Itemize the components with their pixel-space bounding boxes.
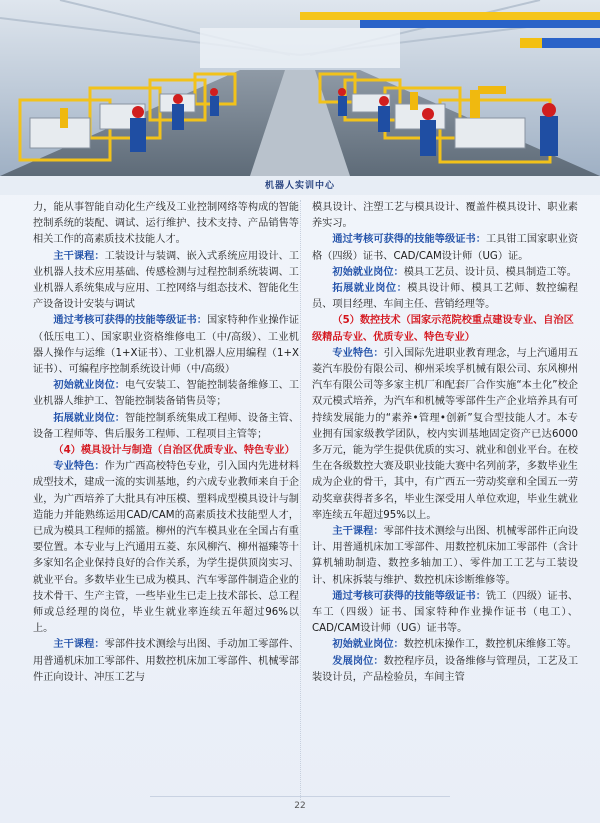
paragraph-initial-jobs-right-2 — [312, 637, 578, 653]
text-certificates-right-2: 铣工（四级）证书、车工（四级）证书、国家特种作业操作证书（电工）、CAD/CAM设计师（UG）证书等。 — [312, 590, 579, 635]
paragraph-certificates — [33, 313, 299, 378]
paragraph-continued-right: 模具设计、注塑工艺与模具设计、覆盖件模具设计、职业素养实习。 — [312, 202, 578, 230]
text-certificates: 国家特种作业操作证（低压电工）、国家职业资格维修电工（中/高级）、工业机器人操作与运维（1+X证书）、工业机器人应用编程（1+X证书）、可编程序控制系统设计师（中/高级） — [33, 315, 300, 376]
paragraph-extended-jobs — [33, 411, 299, 443]
section-title-mold-design: （4）模具设计与制造（自治区优质专业、特色专业） — [53, 445, 295, 457]
section-title-cnc: （5）数控技术（国家示范院校重点建设专业、自治区级精品专业、优质专业、特色专业） — [312, 315, 574, 343]
text-extended-jobs: 智能控制系统集成工程师、设备主管、设备工程师等、售后服务工程师、工程项目主管等； — [33, 412, 300, 440]
decorative-blue-block — [542, 38, 600, 48]
text-initial-jobs: 电气安装工、智能控制装备维修工、工业机器人维护工、智能控制装备销售员等； — [33, 380, 300, 408]
label-initial-jobs-right-2: 初始就业岗位： — [332, 639, 404, 651]
label-certificates: 通过考核可获得的技能等级证书： — [53, 315, 207, 327]
label-main-courses-2: 主干课程： — [53, 639, 105, 651]
decorative-yellow-bar — [300, 12, 600, 20]
label-main-courses: 主干课程： — [53, 250, 105, 262]
label-major-features-right: 专业特色： — [332, 347, 384, 359]
label-initial-jobs: 初始就业岗位： — [53, 380, 126, 392]
text-extended-jobs-right: 模具设计师、模具工艺师、数控编程员、项目经理、车间主任、营销经理等。 — [312, 283, 578, 311]
label-major-features: 专业特色： — [53, 461, 105, 473]
text-certificates-right: 工具钳工国家职业资格（四级）证书、CAD/CAM设计师（UG）证。 — [312, 234, 579, 262]
text-main-courses-right: 零部件技术测绘与出图、机械零部件正向设计、用普通机床加工零部件、用数控机床加工零部件（含计算机辅助制造、数控多轴加工）、零件加工工艺与工装设计、机床拆装与维护、数控机床诊断维修等。 — [312, 526, 579, 586]
paragraph-initial-jobs-right — [312, 265, 578, 281]
page-number: 22 — [294, 801, 306, 811]
paragraph-main-courses-right — [312, 524, 578, 589]
text-initial-jobs-right: 模具工艺员、设计员、模具制造工等。 — [403, 266, 577, 278]
paragraph-continued: 力，能从事智能自动化生产线及工业控制网络等构成的智能控制系统的装配、调试、运行维护、技术支持、产品销售等相关工作的高素质技术技能人才。 — [33, 202, 299, 246]
text-development-jobs: 数控程序员，设备维修与管理员，工艺及工装设计员，产品检验员，车间主管 — [312, 655, 579, 683]
paragraph-certificates-right — [312, 232, 578, 264]
label-certificates-right: 通过考核可获得的技能等级证书： — [332, 234, 486, 246]
text-initial-jobs-right-2: 数控机床操作工，数控机床维修工等。 — [403, 639, 577, 651]
paragraph-extended-jobs-right — [312, 281, 578, 313]
paragraph-major-features-right — [312, 346, 578, 524]
paragraph-certificates-right-2 — [312, 589, 578, 638]
label-extended-jobs-right: 拓展就业岗位： — [332, 283, 408, 295]
decorative-yellow-block — [520, 38, 542, 48]
paragraph-main-courses-2 — [33, 637, 299, 686]
label-development-jobs: 发展岗位： — [332, 655, 384, 667]
label-initial-jobs-right: 初始就业岗位： — [332, 266, 404, 278]
photo-caption: 机器人实训中心 — [264, 181, 335, 191]
label-main-courses-right: 主干课程： — [332, 526, 384, 538]
paragraph-major-features — [33, 459, 299, 637]
label-certificates-right-2: 通过考核可获得的技能等级证书： — [332, 590, 486, 602]
text-major-features-right: 引入国际先进职业教育理念，与上汽通用五菱汽车股份有限公司、柳州采埃孚机械有限公司、东风柳州汽车有限公司等多家主机厂和配套厂合作实施“本土化”校企双元模式培养，为汽车和机械等零部件生产企业培养具有可持续发展能力的“素养•管理•创新”复合型技能人才。本专业拥有国家级教学团队，校内实训基地固定资产已达6000多万元，能为学生提供优质的实习、就业和创业平台。在校生在各级数控大赛及职业技能大赛中名列前茅，多数毕业生成为企业的骨干，其中，有广西五一劳动奖章和全国五一劳动奖章获得者多名，毕业生深受用人单位欢迎，毕业生就业率连续五年超过95%以上。 — [312, 347, 579, 521]
footer-line — [150, 796, 450, 797]
paragraph-development-jobs — [312, 654, 578, 686]
decorative-blue-bar — [360, 20, 600, 28]
label-extended-jobs: 拓展就业岗位： — [53, 412, 126, 424]
text-major-features: 作为广西高校特色专业，引入国内先进材料成型技术，建成一流的实训基地，约六成专业教师来自于企业，为广西培养了大批具有冲压模、塑料成型模具设计与制造能力并能熟练运用CAD/CAM的高素质技术技能型人才，已成为模具工程师的摇篮。柳州的汽车模具业在全国占有重要位置。本专业与上汽通用五菱、东风柳汽、柳州福臻等十多家知名企业保持良好的合作关系，为学生提供顶岗实习、就业平台。多数毕业生已成为模具、汽车零部件制造企业的技术骨干、生产主管，一些毕业生已走上技术部长、总工程师或总经理的岗位，毕业生就业率连续五年超过96%以上。 — [33, 461, 300, 635]
paragraph-main-courses — [33, 249, 299, 314]
text-main-courses-2: 零部件技术测绘与出图、手动加工零部件、用普通机床加工零部件、用数控机床加工零部件、机械零部件正向设计、冲压工艺与 — [33, 639, 300, 683]
paragraph-initial-jobs — [33, 378, 299, 410]
right-column — [312, 200, 578, 686]
text-main-courses: 工装设计与装调、嵌入式系统应用设计、工业机器人技术应用基础、传感检测与过程控制系统装调、工业机器人系统集成与应用、工控网络与组态技术、智能化生产设备设计安装与调试 — [33, 250, 300, 311]
left-column — [33, 200, 299, 686]
column-divider — [300, 200, 301, 800]
